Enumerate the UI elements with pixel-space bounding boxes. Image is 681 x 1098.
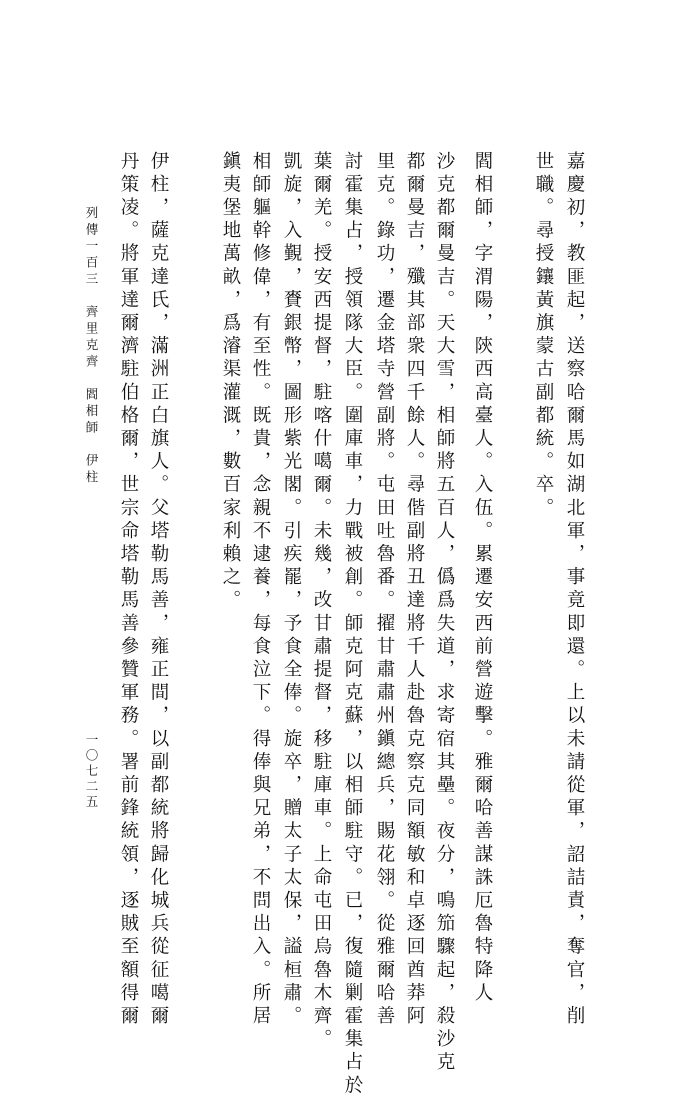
page-number: 一〇七二五 [84,733,99,811]
running-footer-title: 列傳一百三 齊里克齊 閻相師 伊柱 [84,206,99,487]
text-column: 嘉慶初，教匪起，送察哈爾馬如湖北軍，事竟即還。上以未請從軍，詔詰責，奪官，削 [564,151,585,1029]
text-column: 閻相師，字渭陽，陝西高臺人。入伍。累遷安西前營遊擊。雅爾哈善謀誅厄魯特降人 [472,151,493,1006]
text-column: 伊柱，薩克達氏，滿洲正白旗人。父塔勒馬善，雍正間，以副都統將歸化城兵從征噶爾 [148,151,169,1029]
text-column: 沙克都爾曼吉。天大雪，相師將五百人，僞爲失道，求寄宿其壘。夜分，鳴笳驟起，殺沙克 [434,151,455,1075]
text-column: 葉爾羌。授安西提督，駐喀什噶爾。未幾，改甘肅提督，移駐庫車。上命屯田烏魯木齊。 [311,151,332,1052]
text-column: 鎭夷堡地萬畝，爲濬渠灌溉，數百家利賴之。 [220,151,241,613]
text-column: 里克。錄功，遷金塔寺營副將。屯田吐魯番。擢甘肅肅州鎭總兵，賜花翎。從雅爾哈善 [374,151,395,1029]
text-column: 都爾曼吉，殲其部衆四千餘人。尋偕副將丑達將千人赴魯克察克同額敏和卓逐回酋莽阿 [404,151,425,1029]
text-column: 相師軀幹修偉，有至性。既貴，念親不逮養，每食泣下。得俸與兄弟，不問出入。所居 [250,151,271,1029]
text-column: 世職。尋授鑲黃旗蒙古副都統。卒。 [533,151,554,521]
text-column: 討霍集占，授領隊大臣。圍庫車，力戰被創。師克阿克蘇，以相師駐守。已，復隨剿霍集占於 [342,151,363,1098]
text-column: 凱旋，入覲，賚銀幣，圖形紫光閣。引疾罷，予食全俸。旋卒，贈太子太保，謚桓肅。 [281,151,302,1029]
text-column: 丹策凌。將軍達爾濟駐伯格爾，世宗命塔勒馬善參贊軍務。署前鋒統領，逐賊至額得爾 [118,151,139,1029]
